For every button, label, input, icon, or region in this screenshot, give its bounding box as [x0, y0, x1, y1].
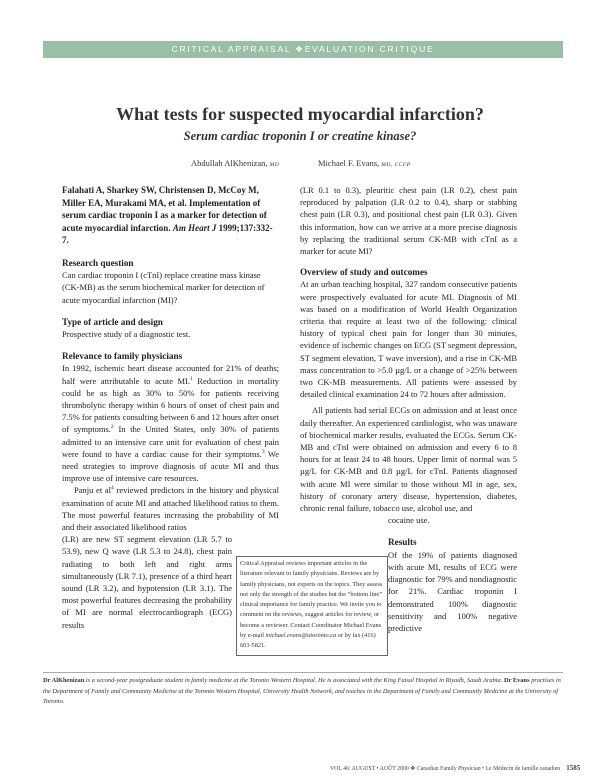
ref-sup-3: 3 — [261, 448, 265, 455]
critical-appraisal-sidebar — [236, 556, 388, 656]
ref-sup-4: 4 — [111, 485, 114, 492]
relevance-continuation: (LR 0.1 to 0.3), pleuritic chest pain (LR 0.2), chest pain reproduced by palpation (LR 0.2 to 0.4), sharp or stabbing chest pain (LR 0.3), and positional chest pain (LR 0.3). Given this information, how can we arrive at a more precise diagnosis by replacing the traditional serum CK-MB with cTnI as a marker for acute MI? — [300, 185, 517, 257]
research-question-text: Can cardiac troponin I (cTnI) replace creatine mass kinase (CK-MB) as the serum biochemical marker for detection of acute myocardial infarction (MI)? — [62, 270, 265, 305]
citation-volume: 1999;137:332-7. — [62, 222, 273, 246]
sidebar-email[interactable]: michael.evans@utoronto.ca — [265, 632, 337, 640]
author-1-degree: MD — [269, 162, 280, 168]
article-type-heading: Type of article and design — [62, 316, 163, 327]
overview-paragraph-2: All patients had serial ECGs on admission and at least once daily thereafter. An experienced cardiologist, who was unaware of biochemical marker results, evaluated the ECGs. Serum CK-MB and cTnI were obtained on admission and every 6 to 8 hours for at least 24 to 48 hours. Upper limit of normal was 5 µg/L for CK-MB and 0.8 µg/L for cTnI. Patients diagnosed with acute MI were similar to those without MI in age, sex, history of coronary artery disease, hypertension, diabetes, chronic renal failure, tobacco use, alcohol use, and — [300, 405, 517, 514]
author-footnote — [43, 676, 563, 708]
footnote-name-1: Dr AlKhenizan — [43, 677, 85, 684]
author-2-name: Michael F. Evans, — [318, 158, 380, 168]
results-text: Of the 19% of patients diagnosed with acute MI, results of ECG were diagnostic for 79% and nondiagnostic for 21%. Cardiac troponin I demonstrated 100% diagnostic sensitivity and 100% negative predictive — [388, 549, 517, 633]
article-title: What tests for suspected myocardial infarction? — [116, 104, 484, 124]
relevance-p2-text-a: Panju et al — [74, 485, 112, 496]
author-1-name: Abdullah AlKhenizan, — [191, 158, 268, 168]
article-type-text: Prospective study of a diagnostic test. — [62, 328, 191, 339]
citation-text: Falahati A, Sharkey SW, Christensen D, McCoy M, Miller EA, Murakami MA, et al. Implementation of serum cardiac troponin I as a marker for detection of acute myocardial infarction. — [62, 185, 267, 233]
relevance-text-a: In 1992, ischemic heart disease accounted for 21% of deaths; half were attributable to acute MI. — [62, 363, 279, 386]
research-question-heading: Research question — [62, 257, 134, 268]
relevance-paragraph-2 — [62, 484, 279, 533]
page-footer — [330, 764, 581, 772]
ref-sup-1: 1 — [190, 375, 193, 382]
relevance-paragraph-2-continued: (LR) are new ST segment elevation (LR 5.7 to 53.9), new Q wave (LR 5.3 to 24.8), chest pain radiating to both left and right arms simultaneously (LR 7.1), presence of a third heart sound (LR 3.2), and hypotension (LR 3.1). The most powerful features decreasing the probability of MI are normal electrocardiograph (ECG) results — [62, 534, 232, 630]
footnote-text-1: is a second-year postgraduate student in family medicine at the Toronto Western Hospital. He is associated with the King Faisal Hospital in Riyadh, Saudi Arabia. — [85, 677, 503, 684]
results-heading: Results — [388, 537, 417, 548]
citation-journal: Am Heart J — [172, 222, 217, 233]
article-subtitle: Serum cardiac troponin I or creatine kinase? — [183, 129, 417, 143]
relevance-heading: Relevance to family physicians — [62, 351, 183, 362]
relevance-text-c: In the United States, only 30% of patients admitted to an intensive care unit for evaluation of chest pain were found to have a cardiac cause for their symptoms. — [62, 424, 279, 459]
citation — [62, 184, 279, 247]
footnote-text-2: practises in the Department of Family and Community Medicine at the Toronto Western Hospital, University Health Network, and teaches in the Department of Family and Community Medicine at the University of Toronto. — [43, 677, 561, 706]
relevance-paragraph-1 — [62, 362, 279, 484]
page-number: 1585 — [566, 764, 581, 772]
relevance-text-b: Reduction in mortality could be as high as 30% to 50% for patients receiving thrombolytic therapy within 6 hours of onset of chest pain and 7.5% for patients consulting between 6 and 12 hours after onset of symptoms. — [62, 375, 279, 435]
section-banner: CRITICAL APPRAISAL ❖EVALUATION CRITIQUE — [43, 41, 563, 58]
footnote-divider — [43, 672, 563, 673]
sidebar-fax: or by fax (416) 603-5821. — [240, 632, 376, 650]
author-2 — [318, 158, 411, 168]
footnote-name-2: Dr Evans — [503, 677, 530, 684]
relevance-p2-text-b: reviewed predictors in the history and physical examination of acute MI and attached likelihood ratios to them. The most powerful features increasing the probability of MI and their associated likelihood ratios — [62, 485, 280, 533]
overview-paragraph-2-end: cocaine use. — [388, 515, 430, 526]
ref-sup-2: 2 — [110, 424, 114, 431]
sidebar-text: Critical Appraisal reviews important articles in the literature relevant to family physicians. Reviews are by family physicians, not experts on the topics. They assess not only the strength of the studies but the “bottom line” clinical importance for family practice. We invite you to comment on the reviews, suggest articles for review, or become a reviewer. Contact Coordinator Michael Evans by e-mail — [240, 560, 383, 640]
footer-text: VOL 46: AUGUST • AOÛT 2000 ❖ Canadian Family Physician • Le Médecin de famille canadien — [330, 766, 561, 772]
author-1 — [191, 158, 279, 168]
author-2-degree: MD, CCFP — [381, 162, 411, 168]
overview-paragraph-1: At an urban teaching hospital, 327 random consecutive patients were prospectively evaluated for acute MI. Diagnosis of MI was based on a modification of World Health Organization criteria that require at least two of the following: clinical history of typical chest pain for longer than 30 minutes, evidence of ischemic changes on ECG (ST segment depression, ST segment elevation, T wave inversion), and a rise in CK-MB mass concentration to >5.0 µg/L or a change of >25% between two CK-MB measurements. All patients were assessed by detailed clinical examination 24 to 72 hours after admission. — [300, 279, 517, 400]
relevance-text-d: We need strategies to improve diagnosis of acute MI and thus improve use of intensive care resources. — [62, 448, 279, 484]
overview-heading: Overview of study and outcomes — [300, 267, 428, 278]
